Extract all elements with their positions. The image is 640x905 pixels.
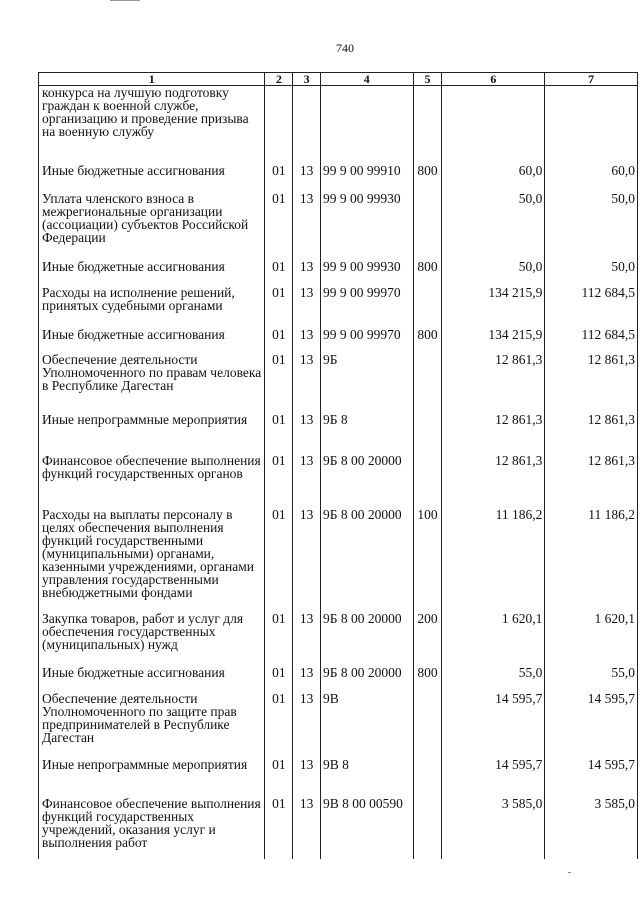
row-csr: 9Б 8 00 20000 — [320, 666, 413, 692]
row-rz: 01 — [265, 286, 293, 328]
row-pr: 13 — [293, 692, 321, 758]
header-col-3: 3 — [293, 73, 321, 86]
table-row — [39, 286, 638, 328]
table-row — [39, 260, 638, 286]
row-name: Иные непрограммные мероприятия — [39, 413, 265, 454]
row-amount-1: 12 861,3 — [442, 353, 545, 413]
row-vr — [413, 353, 442, 413]
row-name: Уплата членского взноса в межрегиональные организации (ассоциации) субъектов Российской Федерации — [39, 192, 265, 260]
row-csr: 99 9 00 99970 — [320, 328, 413, 353]
row-csr: 9В 8 00 00590 — [320, 797, 413, 859]
row-amount-1: 11 186,2 — [442, 508, 545, 612]
row-name: Иные бюджетные ассигнования — [39, 666, 265, 692]
row-amount-1: 14 595,7 — [442, 758, 545, 797]
row-vr: 800 — [413, 666, 442, 692]
row-name: Закупка товаров, работ и услуг для обеспечения государственных (муниципальных) нужд — [39, 612, 265, 666]
row-amount-1: 134 215,9 — [442, 328, 545, 353]
top-rule — [110, 0, 140, 1]
row-amount-2: 112 684,5 — [545, 286, 638, 328]
row-pr: 13 — [293, 454, 321, 508]
row-amount-1: 12 861,3 — [442, 413, 545, 454]
row-vr: 800 — [413, 328, 442, 353]
row-name: Обеспечение деятельности Уполномоченного по защите прав предпринимателей в Республике Дагестан — [39, 692, 265, 758]
row-vr — [413, 192, 442, 260]
row-amount-2: 3 585,0 — [545, 797, 638, 859]
row-amount-2: 50,0 — [545, 192, 638, 260]
row-vr — [413, 797, 442, 859]
header-row — [39, 73, 638, 86]
row-csr: 9Б 8 00 20000 — [320, 508, 413, 612]
header-col-6: 6 — [442, 73, 545, 86]
row-name: Иные бюджетные ассигнования — [39, 260, 265, 286]
row-name: Иные бюджетные ассигнования — [39, 164, 265, 192]
row-name: Финансовое обеспечение выполнения функций государственных учреждений, оказания услуг и выполнения работ — [39, 797, 265, 859]
row-pr: 13 — [293, 286, 321, 328]
row-pr: 13 — [293, 758, 321, 797]
table-row — [39, 328, 638, 353]
row-name: Финансовое обеспечение выполнения функций государственных органов — [39, 454, 265, 508]
row-amount-2: 60,0 — [545, 164, 638, 192]
row-amount-2: 14 595,7 — [545, 692, 638, 758]
row-csr: 99 9 00 99930 — [320, 192, 413, 260]
table-row — [39, 508, 638, 612]
header-col-5: 5 — [413, 73, 442, 86]
budget-table — [38, 72, 638, 859]
header-col-1: 1 — [39, 73, 265, 86]
row-rz: 01 — [265, 692, 293, 758]
row-vr: 800 — [413, 260, 442, 286]
row-rz: 01 — [265, 353, 293, 413]
row-amount-2: 11 186,2 — [545, 508, 638, 612]
row-vr: 800 — [413, 164, 442, 192]
row-vr — [413, 86, 442, 165]
row-rz: 01 — [265, 758, 293, 797]
row-rz: 01 — [265, 454, 293, 508]
row-amount-2: 12 861,3 — [545, 353, 638, 413]
row-pr: 13 — [293, 612, 321, 666]
table-row — [39, 86, 638, 165]
row-name: Иные бюджетные ассигнования — [39, 328, 265, 353]
row-rz: 01 — [265, 413, 293, 454]
row-pr: 13 — [293, 413, 321, 454]
row-rz: 01 — [265, 260, 293, 286]
table-row — [39, 454, 638, 508]
header-col-2: 2 — [265, 73, 293, 86]
table-row — [39, 164, 638, 192]
table-row — [39, 353, 638, 413]
row-pr: 13 — [293, 328, 321, 353]
row-csr: 9Б 8 00 20000 — [320, 612, 413, 666]
row-amount-1: 12 861,3 — [442, 454, 545, 508]
row-pr: 13 — [293, 260, 321, 286]
row-amount-1: 50,0 — [442, 260, 545, 286]
row-amount-2: 14 595,7 — [545, 758, 638, 797]
row-amount-2: 55,0 — [545, 666, 638, 692]
row-vr — [413, 692, 442, 758]
row-vr — [413, 286, 442, 328]
table-body — [39, 86, 638, 860]
row-vr: 200 — [413, 612, 442, 666]
row-csr: 9Б 8 00 20000 — [320, 454, 413, 508]
row-pr: 13 — [293, 666, 321, 692]
row-amount-2: 112 684,5 — [545, 328, 638, 353]
row-amount-1: 14 595,7 — [442, 692, 545, 758]
row-name: Расходы на выплаты персоналу в целях обеспечения выполнения функций государственными (муниципальными) органами, казенными учреждениями, органами управления государственными внебюджетными фондами — [39, 508, 265, 612]
row-rz: 01 — [265, 508, 293, 612]
row-amount-1: 50,0 — [442, 192, 545, 260]
header-col-4: 4 — [320, 73, 413, 86]
table-row — [39, 692, 638, 758]
row-amount-1: 60,0 — [442, 164, 545, 192]
table-row — [39, 612, 638, 666]
row-amount-1: 1 620,1 — [442, 612, 545, 666]
row-rz — [265, 86, 293, 165]
row-rz: 01 — [265, 164, 293, 192]
row-csr: 99 9 00 99910 — [320, 164, 413, 192]
row-amount-1 — [442, 86, 545, 165]
row-csr: 9Б 8 — [320, 413, 413, 454]
row-pr: 13 — [293, 192, 321, 260]
scan-mark — [568, 872, 571, 873]
row-vr: 100 — [413, 508, 442, 612]
row-csr: 9В — [320, 692, 413, 758]
row-csr: 9В 8 — [320, 758, 413, 797]
table-row — [39, 192, 638, 260]
row-amount-2: 50,0 — [545, 260, 638, 286]
row-rz: 01 — [265, 192, 293, 260]
row-pr: 13 — [293, 797, 321, 859]
header-col-7: 7 — [545, 73, 638, 86]
row-amount-2 — [545, 86, 638, 165]
row-amount-2: 12 861,3 — [545, 413, 638, 454]
row-csr: 99 9 00 99970 — [320, 286, 413, 328]
row-name: Иные непрограммные мероприятия — [39, 758, 265, 797]
table-row — [39, 666, 638, 692]
row-pr — [293, 86, 321, 165]
row-pr: 13 — [293, 508, 321, 612]
table-row — [39, 758, 638, 797]
table-row — [39, 797, 638, 859]
row-csr: 9Б — [320, 353, 413, 413]
row-csr: 99 9 00 99930 — [320, 260, 413, 286]
row-amount-2: 12 861,3 — [545, 454, 638, 508]
row-name: Обеспечение деятельности Уполномоченного по правам человека в Республике Дагестан — [39, 353, 265, 413]
row-amount-1: 55,0 — [442, 666, 545, 692]
row-amount-1: 134 215,9 — [442, 286, 545, 328]
row-pr: 13 — [293, 353, 321, 413]
page-number: 740 — [336, 41, 354, 55]
table-row — [39, 413, 638, 454]
row-rz: 01 — [265, 797, 293, 859]
row-name: Расходы на исполнение решений, принятых судебными органами — [39, 286, 265, 328]
row-vr — [413, 413, 442, 454]
row-vr — [413, 758, 442, 797]
row-rz: 01 — [265, 612, 293, 666]
row-vr — [413, 454, 442, 508]
row-amount-2: 1 620,1 — [545, 612, 638, 666]
row-pr: 13 — [293, 164, 321, 192]
row-rz: 01 — [265, 666, 293, 692]
row-rz: 01 — [265, 328, 293, 353]
row-amount-1: 3 585,0 — [442, 797, 545, 859]
row-csr — [320, 86, 413, 165]
row-name: конкурса на лучшую подготовку граждан к военной службе, организацию и проведение призыва на военную службу — [39, 86, 265, 165]
